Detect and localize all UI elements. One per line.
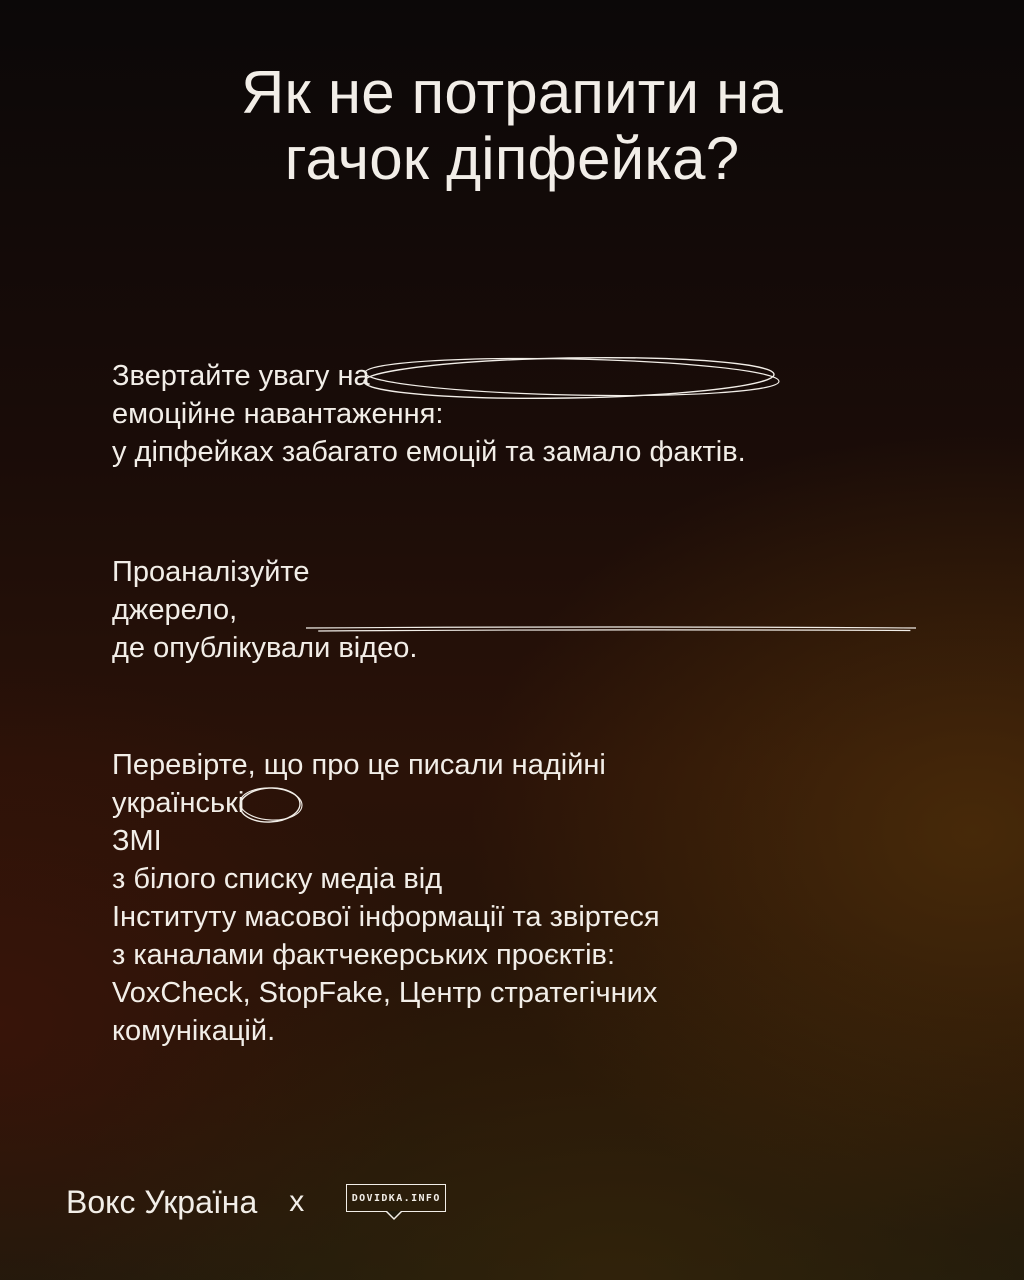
title-line-1: Як не потрапити на bbox=[241, 59, 783, 126]
tip-verify-media bbox=[112, 746, 912, 1050]
tip-3-line-4: з каналами фактчекерських проєктів: bbox=[112, 939, 615, 971]
tip-3-line-6: комунікацій. bbox=[112, 1015, 276, 1047]
title-line-2: гачок діпфейка? bbox=[284, 125, 740, 192]
tip-1-prefix: Звертайте увагу на bbox=[112, 360, 370, 392]
tip-2-prefix: Проаналізуйте bbox=[112, 556, 310, 588]
media-highlight bbox=[112, 822, 912, 860]
hand-drawn-circle-icon bbox=[236, 783, 304, 827]
tip-1-line-2: у діпфейках забагато емоцій та замало фактів. bbox=[112, 436, 746, 468]
tip-1-line-1 bbox=[112, 357, 912, 433]
vox-ukraine-brand: Вокс Україна bbox=[66, 1183, 258, 1220]
page-title bbox=[0, 60, 1024, 192]
tip-3-prefix: українські bbox=[112, 787, 245, 819]
tip-2-line-1 bbox=[112, 553, 912, 629]
tip-source bbox=[112, 553, 912, 667]
dovidka-info-logo bbox=[346, 1180, 450, 1224]
tip-2-line-2: де опублікували відео. bbox=[112, 632, 418, 664]
tip-3-line-5: VoxCheck, StopFake, Центр стратегічних bbox=[112, 977, 658, 1009]
tip-3-line-2 bbox=[112, 784, 912, 898]
speech-bubble-tail-icon bbox=[386, 1211, 402, 1221]
emotional-load-highlight bbox=[112, 395, 912, 433]
source-text: джерело, bbox=[112, 594, 238, 626]
tip-3-line-3: Інституту масової інформації та звіртеся bbox=[112, 901, 660, 933]
collab-separator: x bbox=[289, 1185, 305, 1218]
dovidka-info-logo-text: DOVIDKA.INFO bbox=[346, 1184, 446, 1212]
hand-drawn-underline-icon bbox=[306, 625, 917, 633]
tip-3-suffix: з білого списку медіа від bbox=[112, 863, 443, 895]
emotional-load-text: емоційне навантаження: bbox=[112, 398, 444, 430]
source-highlight bbox=[112, 591, 912, 629]
tip-3-line-1: Перевірте, що про це писали надійні bbox=[112, 749, 606, 781]
footer bbox=[66, 1180, 450, 1224]
tip-emotional-load bbox=[112, 357, 912, 471]
media-text: ЗМІ bbox=[112, 825, 162, 857]
